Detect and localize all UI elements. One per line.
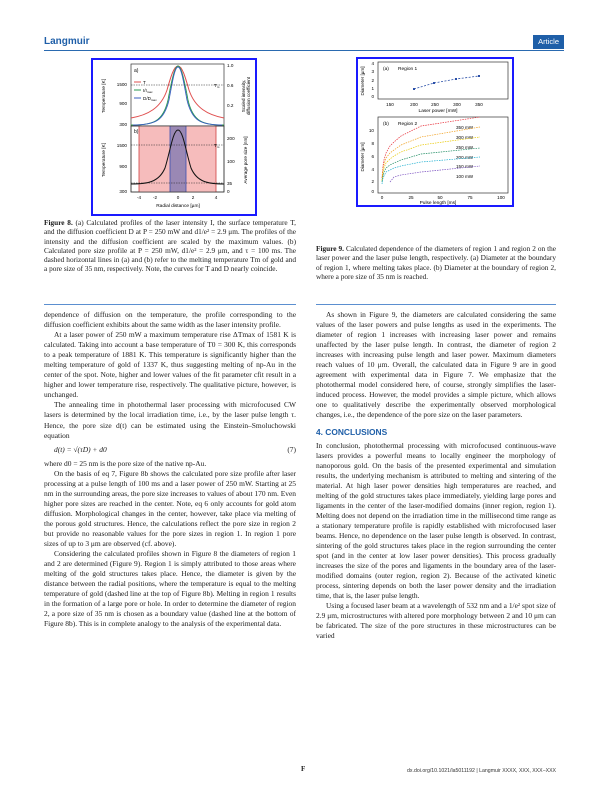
svg-text:350: 350 [475,102,483,107]
svg-text:b): b) [134,129,139,135]
left-separator [44,304,296,305]
svg-text:100: 100 [497,195,505,200]
figure-8-caption-label: Figure 8. [44,218,73,227]
paragraph: where d0 = 25 nm is the pore size of the native np-Au. [44,458,207,468]
paragraph: dependence of diffusion on the temperature, the profile corresponding to the diffusion coefficient exhibits about the same width as the laser intensity profile. [44,310,296,330]
paragraph: In conclusion, photothermal processing with microfocused continuous-wave lasers provides a powerful means to locally engineer the morphology of nanoporous gold. On the basis of the presented experimental and simulation results, the underlying mechanism is attributed to melting and sintering of the material. At high laser power densities high temperatures are reached, and melting of the gold structures takes place immediately, yielding large pores and ligaments in the center of the laser-modified domains (inner region, region 1). Melting does not depend on the irradiation time in the millisecond time range as a stationary temperature profile is rapidly established with microfocused laser beams. Hence, no dependence on the laser pulse length is observed. In contrast, sintering of the gold structures takes place in the region surrounding the center spot (and in the center at low laser power densities). This process gradually increases the size of the pores and ligaments in the boundary area of the laser-modified domains (outer region, region 2). Because of the activated kinetic process, sintering depends on both the laser power density and the irradiation time, that is, the laser pulse length. [316,440,556,601]
svg-text:diffusion coefficient: diffusion coefficient [246,76,251,116]
svg-text:Tm: $T_m$ [214,83,220,89]
svg-text:1: 1 [371,86,374,91]
svg-text:0.6: 0.6 [227,83,234,88]
svg-text:1.0: 1.0 [227,63,234,68]
svg-text:Laser power [mW]: Laser power [mW] [418,109,458,114]
svg-text:0: 0 [380,195,384,200]
svg-text:200: 200 [410,102,418,107]
svg-text:200: 200 [227,136,235,141]
svg-text:0.2: 0.2 [227,103,234,108]
svg-text:0: 0 [371,189,374,194]
paragraph: The annealing time in photothermal laser processing with microfocused CW lasers is determined by the local irradiation time, i.e., by the laser pulse length τ. Hence, the pore size d(t) can be estimated using the Einstein–Smoluchowski equation [44,400,296,440]
svg-text:Pulse length [ms]: Pulse length [ms] [419,201,457,205]
svg-text:T: T [143,80,146,85]
svg-text:Scaled intensity,: Scaled intensity, [241,79,246,113]
equation-number: (7) [287,444,296,454]
section-heading: 4. CONCLUSIONS [316,426,388,437]
figure-8 [91,58,257,216]
figure-9-plot [358,59,512,205]
paragraph: Using a focused laser beam at a wavelength of 532 nm and a 1/e² spot size of 2.9 μm, microstructures with altered pore morphology between 2 and 10 μm can be fabricated. The size of the pore structures in these microstructures can be varied [316,601,556,641]
figure-8-caption-text: (a) Calculated profiles of the laser intensity I, the surface temperature T, and the diffusion coefficient D at P = 250 mW and d1/e² = 2.9 μm. The profiles of the intensity and the diffusion coefficient are scaled by the maximum values. (b) Calculated pore size profile at P = 250 mW, d1/e² = 2.9 μm, and τ = 100 ms. The dashed horizontal lines in (a) and (b) refer to the melting temperature Tm of gold and a pore size of 35 nm, respectively. Note, the curves for T and D nearly coincide. [44,218,296,274]
svg-text:300: 300 [119,189,127,194]
paragraph: On the basis of eq 7, Figure 8b shows the calculated pore size profile after laser processing at a pulse length of 100 ms and a laser power of 250 mW. Starting at 25 nm in the surrounding areas, the pore size increases to values of about 170 nm. Even higher pore sizes are reached in the center. Note, eq 6 only accounts for gold atom diffusion. Morphological changes in the center, however, take place via melting of the porous gold structures. Hence, the calculations reflect the pore size in region 2 but provide no reasonable values for the pore sizes in region 1. In region 1 pore sizes of up to 3 μm are observed (cf. above). [44,468,296,549]
svg-text:(b): (b) [383,122,389,127]
svg-text:I/Imax: $I/I_{max}$ [143,88,153,94]
svg-text:0: 0 [371,94,374,99]
svg-text:Average pore size [nm]: Average pore size [nm] [243,136,248,184]
svg-text:150 mW: 150 mW [456,164,474,169]
svg-text:900: 900 [119,164,127,169]
right-column [316,310,556,642]
svg-text:300 mW: 300 mW [456,135,474,140]
svg-text:-4: -4 [136,195,142,200]
figure-9-caption-label: Figure 9. [316,244,344,253]
svg-text:6: 6 [371,154,374,159]
svg-text:2: 2 [191,195,195,200]
svg-text:Temperature [K]: Temperature [K] [102,78,107,114]
figure-9 [356,57,514,207]
svg-text:10: 10 [368,128,374,133]
svg-text:(a): (a) [383,67,389,72]
figure-9-caption [316,244,556,281]
svg-text:Diameter [µm]: Diameter [µm] [360,66,365,96]
svg-text:8: 8 [371,141,374,146]
svg-text:Radial distance [µm]: Radial distance [µm] [156,204,200,209]
svg-text:35: 35 [227,181,233,186]
svg-text:150: 150 [386,102,394,107]
svg-text:250: 250 [431,102,439,107]
doi-footer: dx.doi.org/10.1021/la5011192 | Langmuir XXXX, XXX, XXX−XXX [407,768,556,774]
svg-text:4: 4 [371,167,374,172]
page-letter: F [301,765,306,773]
svg-text:Temperature [K]: Temperature [K] [102,142,107,178]
right-separator [316,304,556,305]
svg-text:Region 1: Region 1 [398,67,418,72]
figure-9-caption-text: Calculated dependence of the diameters of region 1 and region 2 on the laser power and the laser pulse length, respectively. (a) Diameter at the boundary of region 1, where melting takes place. (b) Diameter at the boundary of region 2, where a pore size of 35 nm is reached. [316,244,556,281]
article-type-badge: Article [533,35,564,49]
equation-7 [44,441,296,459]
svg-text:50: 50 [437,195,443,200]
svg-text:1500: 1500 [116,82,127,87]
svg-text:4: 4 [214,195,218,200]
left-column [44,310,296,629]
paragraph: Considering the calculated profiles shown in Figure 8 the diameters of region 1 and 2 are determined (Figure 9). Region 1 is simply attributed to those areas where melting of the gold structures takes place. Hence, the diameter is given by the distance between the radial positions, where the temperature is equal to the melting temperature of gold (dashed line at the top of Figure 8b). Melting in region 1 results in the formation of a large pore or hole. In order to determine the diameter of region 2, a pore size of 35 nm is chosen as a boundary value (dashed line at the bottom of Figure 8b). This is in complete analogy to the analysis of the experimental data. [44,549,296,629]
figure-8-caption [44,218,296,274]
journal-name: Langmuir [44,36,90,47]
svg-text:100: 100 [227,159,235,164]
running-header [44,36,564,51]
svg-text:100 mW: 100 mW [456,174,474,179]
svg-text:2: 2 [371,78,374,83]
svg-text:75: 75 [467,195,473,200]
svg-text:250 mW: 250 mW [456,145,474,150]
svg-text:2: 2 [371,179,374,184]
svg-text:-2: -2 [152,195,158,200]
svg-text:900: 900 [119,101,127,106]
svg-text:1500: 1500 [116,143,127,148]
svg-text:Tm: $T_m$ [214,143,220,149]
svg-text:200 mW: 200 mW [456,155,474,160]
paragraph: As shown in Figure 9, the diameters are calculated considering the same values of the laser powers and pulse lengths as used in the experiments. The diameter of region 1 increases with increasing laser power and remains unaffected by the laser pulse length. In contrast, the diameter of region 2 increases with increasing pulse length and laser power. Maximum diameters reach values of 10 μm. Overall, the calculated data in Figure 9 are in good agreement with experimental data in Figure 7. We emphasize that the photothermal model considered here, of course, strongly simplifies the laser-induced process. However, the model provides a simple picture, which allows one to qualitatively describe the experimentally observed morphological changes, i.e., the dependence of the pore size on the laser parameters. [316,310,556,420]
equation-body: d(t) = √(τD) + d0 [54,444,107,454]
svg-text:D/Dmax: $D/D_{max}$ [143,96,157,102]
paragraph: At a laser power of 250 mW a maximum temperature rise ΔTmax of 1581 K is calculated. Taking into account a base temperature of T0 = 300 K, this corresponds to a peak temperature of 1881 K. This temperature is significantly higher than the melting temperature of gold of 1337 K, thus suggesting melting of np-Au in the center of the spot. Note, higher and lower values of the fit parameter cfit result in a higher and lower temperature rise, respectively. The qualitative picture, however, is unchanged. [44,330,296,400]
svg-text:Region 2: Region 2 [398,122,418,127]
svg-text:300: 300 [119,122,127,127]
svg-text:300: 300 [453,102,461,107]
svg-text:a): a) [134,68,139,74]
svg-text:25: 25 [408,195,414,200]
svg-text:Diameter [µm]: Diameter [µm] [360,142,365,172]
svg-text:4: 4 [371,61,374,66]
svg-text:0: 0 [227,189,230,194]
svg-text:0: 0 [176,195,180,200]
svg-text:350 mW: 350 mW [456,125,474,130]
figure-8-plot [93,60,255,214]
svg-text:3: 3 [371,69,374,74]
